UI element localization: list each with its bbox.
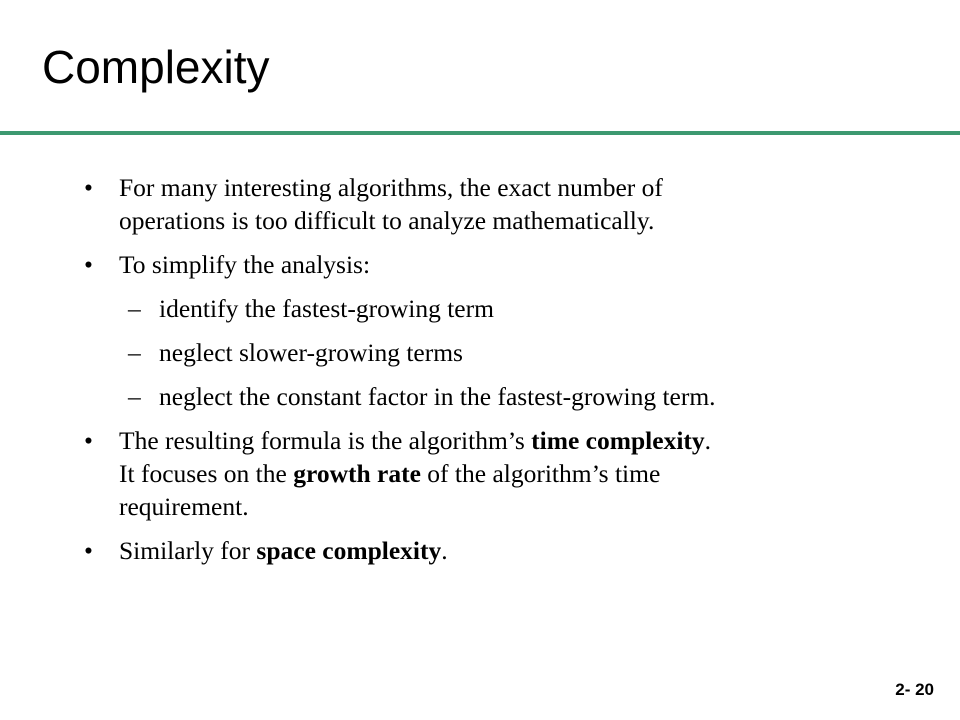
bullet-item <box>84 171 884 237</box>
dash-marker: – <box>128 294 141 323</box>
dash-marker: – <box>128 338 141 367</box>
bullet-list <box>84 171 884 578</box>
dash-marker: – <box>128 382 141 411</box>
sub-bullet-item <box>84 380 884 413</box>
bullet-text: To simplify the analysis: <box>119 250 371 279</box>
emphasis-time-complexity: time complexity <box>531 426 705 455</box>
emphasis-space-complexity: space complexity <box>256 536 442 565</box>
bullet-text <box>119 534 884 567</box>
text-run: of the algorithm’s time <box>420 459 661 488</box>
sub-bullet-item <box>84 292 884 325</box>
text-run: . <box>441 536 448 565</box>
bullet-text-line: operations is too difficult to analyze mathematically. <box>119 206 655 235</box>
bullet-marker: • <box>84 173 93 202</box>
bullet-text-line <box>119 457 884 490</box>
bullet-marker: • <box>84 250 93 279</box>
bullet-item <box>84 248 884 281</box>
text-run: . <box>704 426 712 455</box>
page-number: 2- 20 <box>895 680 934 699</box>
sub-bullet-item <box>84 336 884 369</box>
bullet-text-line <box>119 424 884 457</box>
bullet-item <box>84 424 884 523</box>
sub-bullet-text: neglect the constant factor in the fastest-growing term. <box>159 382 716 411</box>
sub-bullet-text: identify the fastest-growing term <box>159 294 494 323</box>
bullet-marker: • <box>84 536 93 565</box>
title-divider <box>0 131 960 135</box>
emphasis-growth-rate: growth rate <box>293 459 421 488</box>
bullet-text-line: For many interesting algorithms, the exact number of <box>119 173 663 202</box>
text-run: It focuses on the <box>119 459 294 488</box>
sub-bullet-text: neglect slower-growing terms <box>159 338 463 367</box>
bullet-marker: • <box>84 426 93 455</box>
text-run: The resulting formula is the algorithm’s <box>119 426 532 455</box>
slide-title: Complexity <box>42 41 270 93</box>
bullet-text-line: requirement. <box>119 492 249 521</box>
bullet-item <box>84 534 884 567</box>
text-run: Similarly for <box>119 536 257 565</box>
